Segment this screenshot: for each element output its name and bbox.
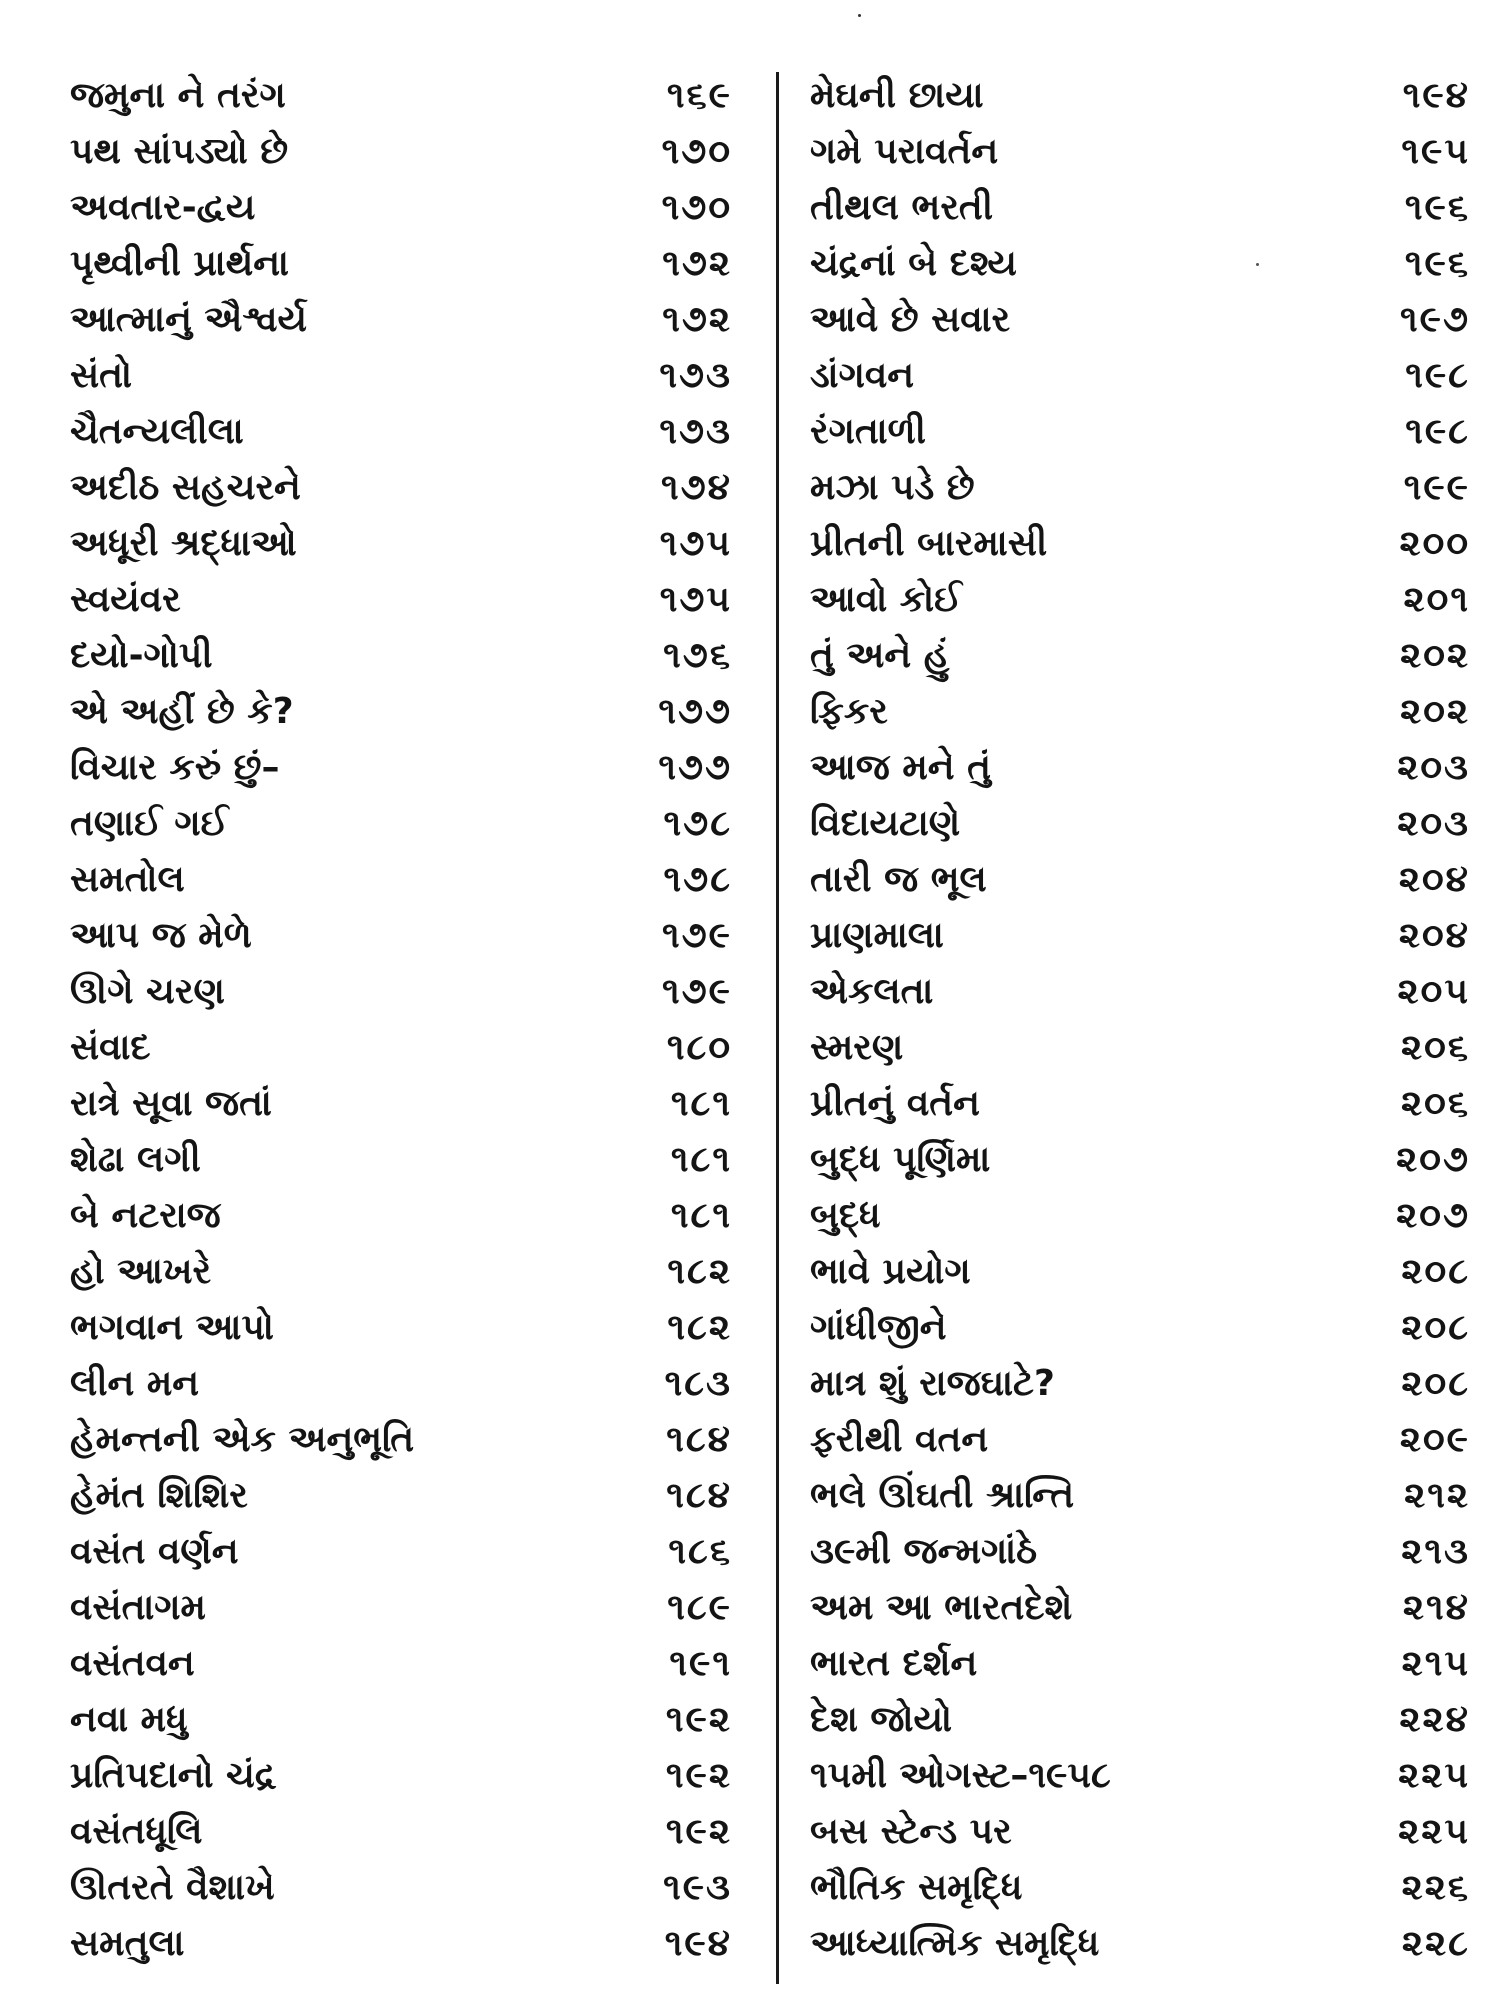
entry-title: અવતાર-દ્વય xyxy=(70,187,256,228)
toc-entry xyxy=(70,1636,730,1692)
entry-title: આજ મને તું xyxy=(810,747,992,788)
entry-page-number: ૧૮૧ xyxy=(670,1195,732,1236)
entry-page-number: ૧૯૫ xyxy=(1401,131,1470,172)
column-divider xyxy=(776,72,779,1984)
entry-title: ૧૫મી ઓગસ્ટ–૧૯૫૮ xyxy=(810,1755,1111,1796)
entry-title: વસંત વર્ણન xyxy=(70,1531,239,1572)
entry-title: મઝા પડે છે xyxy=(810,467,975,508)
entry-title: આવો કોઈ xyxy=(810,579,962,620)
toc-entry xyxy=(70,1524,730,1580)
toc-entry xyxy=(70,1412,730,1468)
entry-title: હો આખરે xyxy=(70,1251,212,1292)
toc-entry xyxy=(70,1692,730,1748)
entry-page-number: ૨૦૩ xyxy=(1397,803,1470,844)
toc-entry xyxy=(810,1580,1470,1636)
entry-title: આવે છે સવાર xyxy=(810,299,1011,340)
entry-title: પ્રતિપદાનો ચંદ્ર xyxy=(70,1755,277,1796)
toc-entry xyxy=(810,236,1470,292)
entry-page-number: ૨૦૧ xyxy=(1403,579,1470,620)
entry-page-number: ૧૭૫ xyxy=(659,579,732,620)
entry-page-number: ૧૯૭ xyxy=(1400,299,1470,340)
entry-page-number: ૧૯૨ xyxy=(665,1699,732,1740)
entry-title: ઊગે ચરણ xyxy=(70,971,225,1012)
entry-page-number: ૧૯૧ xyxy=(669,1643,732,1684)
toc-entry xyxy=(70,1580,730,1636)
toc-entry xyxy=(70,68,730,124)
toc-entry xyxy=(70,1356,730,1412)
toc-entry xyxy=(70,1188,730,1244)
entry-page-number: ૧૭૬ xyxy=(663,635,732,676)
entry-page-number: ૧૮૪ xyxy=(666,1475,732,1516)
entry-page-number: ૧૭૩ xyxy=(659,411,732,452)
entry-title: લીન મન xyxy=(70,1363,200,1404)
toc-entry xyxy=(70,460,730,516)
entry-page-number: ૧૭૭ xyxy=(658,747,732,788)
entry-title: નવા મધુ xyxy=(70,1699,188,1740)
entry-page-number: ૨૧૩ xyxy=(1401,1531,1470,1572)
entry-title: અધૂરી શ્રદ્ધાઓ xyxy=(70,523,297,564)
toc-entry xyxy=(70,292,730,348)
entry-page-number: ૧૭૯ xyxy=(662,915,732,956)
entry-page-number: ૨૦૭ xyxy=(1396,1195,1470,1236)
toc-entry xyxy=(810,1860,1470,1916)
entry-title: સ્વયંવર xyxy=(70,579,181,620)
entry-page-number: ૨૨૫ xyxy=(1398,1811,1470,1852)
entry-page-number: ૨૨૪ xyxy=(1399,1699,1470,1740)
toc-entry xyxy=(810,460,1470,516)
toc-entry xyxy=(810,852,1470,908)
entry-title: ફિકર xyxy=(810,691,888,732)
entry-title: તણાઈ ગઈ xyxy=(70,803,229,844)
entry-page-number: ૧૮૧ xyxy=(670,1083,732,1124)
toc-entry xyxy=(810,1244,1470,1300)
entry-page-number: ૧૯૯ xyxy=(1403,467,1470,508)
entry-title: બે નટરાજ xyxy=(70,1195,221,1236)
toc-entry xyxy=(70,908,730,964)
entry-page-number: ૧૬૯ xyxy=(666,75,732,116)
entry-page-number: ૧૭૫ xyxy=(659,523,732,564)
toc-entry xyxy=(70,1916,730,1972)
toc-entry xyxy=(810,628,1470,684)
toc-entry xyxy=(70,684,730,740)
entry-page-number: ૨૨૮ xyxy=(1401,1923,1470,1964)
toc-entry xyxy=(70,1020,730,1076)
print-speck xyxy=(858,14,861,17)
toc-entry xyxy=(810,1468,1470,1524)
toc-entry xyxy=(70,572,730,628)
entry-page-number: ૨૦૬ xyxy=(1401,1083,1470,1124)
entry-title: હેમન્તની એક અનુભૂતિ xyxy=(70,1419,415,1460)
entry-page-number: ૧૯૪ xyxy=(664,1923,732,1964)
toc-entry xyxy=(810,1524,1470,1580)
entry-page-number: ૧૭૯ xyxy=(662,971,732,1012)
toc-entry xyxy=(810,180,1470,236)
toc-entry xyxy=(810,684,1470,740)
entry-title: ભાવે પ્રયોગ xyxy=(810,1251,971,1292)
entry-page-number: ૧૮૬ xyxy=(668,1531,732,1572)
toc-entry xyxy=(810,404,1470,460)
entry-page-number: ૧૭૨ xyxy=(662,299,732,340)
entry-page-number: ૧૭૨ xyxy=(662,243,732,284)
entry-page-number: ૧૮૯ xyxy=(667,1587,732,1628)
toc-entry xyxy=(810,292,1470,348)
toc-entry xyxy=(70,236,730,292)
entry-title: ૩૯મી જન્મગાંઠે xyxy=(810,1531,1038,1572)
entry-page-number: ૧૯૬ xyxy=(1404,243,1470,284)
entry-title: માત્ર શું રાજઘાટે? xyxy=(810,1363,1055,1404)
toc-entry xyxy=(810,796,1470,852)
toc-entry xyxy=(70,1468,730,1524)
entry-page-number: ૧૯૮ xyxy=(1405,355,1470,396)
entry-title: આત્માનું ઐશ્વર્ય xyxy=(70,299,307,340)
entry-title: બુદ્ધ પૂર્ણિમા xyxy=(810,1139,991,1180)
entry-title: પથ સાંપડ્યો છે xyxy=(70,131,289,172)
entry-page-number: ૨૦૮ xyxy=(1401,1251,1470,1292)
entry-title: દેશ જોયો xyxy=(810,1699,952,1740)
toc-entry xyxy=(70,348,730,404)
entry-page-number: ૨૦૮ xyxy=(1401,1307,1470,1348)
entry-title: સમતોલ xyxy=(70,859,185,900)
toc-entry xyxy=(810,1412,1470,1468)
entry-title: જમુના ને તરંગ xyxy=(70,75,286,116)
entry-page-number: ૧૯૪ xyxy=(1402,75,1470,116)
entry-page-number: ૨૦૮ xyxy=(1401,1363,1470,1404)
toc-entry xyxy=(810,1636,1470,1692)
toc-entry xyxy=(70,180,730,236)
entry-title: ઊતરતે વૈશાખે xyxy=(70,1867,275,1908)
entry-title: શેઢા લગી xyxy=(70,1139,201,1180)
toc-entry xyxy=(70,1132,730,1188)
entry-title: વિદાયટાણે xyxy=(810,803,961,844)
entry-page-number: ૨૦૩ xyxy=(1397,747,1470,788)
entry-title: વસંતધૂલિ xyxy=(70,1811,203,1852)
toc-entry xyxy=(70,964,730,1020)
contents-right-column xyxy=(810,68,1470,1972)
entry-page-number: ૨૧૫ xyxy=(1401,1643,1470,1684)
entry-title: અમ આ ભારતદેશે xyxy=(810,1587,1073,1628)
entry-page-number: ૧૭૮ xyxy=(663,803,732,844)
entry-page-number: ૨૦૬ xyxy=(1401,1027,1470,1068)
entry-title: તું અને હું xyxy=(810,635,950,676)
entry-page-number: ૧૮૧ xyxy=(670,1139,732,1180)
toc-entry xyxy=(70,404,730,460)
entry-page-number: ૧૮૪ xyxy=(666,1419,732,1460)
entry-title: હેમંત શિશિર xyxy=(70,1475,248,1516)
entry-page-number: ૨૨૬ xyxy=(1401,1867,1470,1908)
entry-page-number: ૧૮૨ xyxy=(667,1307,732,1348)
entry-page-number: ૧૮૦ xyxy=(666,1027,732,1068)
entry-title: મેઘની છાયા xyxy=(810,75,984,116)
entry-page-number: ૨૦૨ xyxy=(1400,691,1470,732)
entry-page-number: ૧૭૦ xyxy=(661,131,732,172)
entry-page-number: ૧૯૨ xyxy=(665,1755,732,1796)
entry-page-number: ૨૦૭ xyxy=(1396,1139,1470,1180)
entry-title: સંતો xyxy=(70,355,133,396)
entry-title: પ્રીતની બારમાસી xyxy=(810,523,1048,564)
entry-page-number: ૧૮૩ xyxy=(664,1363,732,1404)
entry-page-number: ૨૨૫ xyxy=(1398,1755,1470,1796)
entry-page-number: ૨૦૪ xyxy=(1398,859,1470,900)
entry-page-number: ૧૭૭ xyxy=(658,691,732,732)
toc-entry xyxy=(70,1804,730,1860)
entry-page-number: ૧૯૬ xyxy=(1404,187,1470,228)
entry-page-number: ૧૯૮ xyxy=(1405,411,1470,452)
toc-entry xyxy=(810,1692,1470,1748)
toc-entry xyxy=(810,68,1470,124)
toc-entry xyxy=(810,964,1470,1020)
entry-title: પૃથ્વીની પ્રાર્થના xyxy=(70,243,289,284)
entry-title: સ્મરણ xyxy=(810,1027,904,1068)
toc-entry xyxy=(810,1356,1470,1412)
entry-title: દયો-ગોપી xyxy=(70,635,213,676)
toc-entry xyxy=(810,1132,1470,1188)
toc-entry xyxy=(810,124,1470,180)
entry-title: બસ સ્ટેન્ડ પર xyxy=(810,1811,1012,1852)
toc-entry xyxy=(810,740,1470,796)
toc-entry xyxy=(810,348,1470,404)
entry-page-number: ૨૦૨ xyxy=(1400,635,1470,676)
entry-title: ભારત દર્શન xyxy=(810,1643,978,1684)
toc-entry xyxy=(70,516,730,572)
entry-title: વિચાર કરું છું– xyxy=(70,747,280,788)
entry-title: રાત્રે સૂવા જતાં xyxy=(70,1083,272,1124)
entry-title: ચૈતન્યલીલા xyxy=(70,411,244,452)
entry-title: ભગવાન આપો xyxy=(70,1307,274,1348)
entry-page-number: ૧૭૮ xyxy=(663,859,732,900)
entry-title: ગાંધીજીને xyxy=(810,1307,947,1348)
entry-page-number: ૨૦૦ xyxy=(1399,523,1470,564)
entry-title: ડાંગવન xyxy=(810,355,915,396)
entry-page-number: ૧૭૦ xyxy=(661,187,732,228)
entry-title: એ અહીં છે કે? xyxy=(70,691,294,732)
entry-page-number: ૧૯૩ xyxy=(663,1867,732,1908)
toc-entry xyxy=(70,1748,730,1804)
entry-title: ફરીથી વતન xyxy=(810,1419,989,1460)
entry-title: ભૌતિક સમૃદ્ધિ xyxy=(810,1867,1023,1908)
toc-entry xyxy=(810,516,1470,572)
toc-entry xyxy=(810,1020,1470,1076)
entry-title: વસંતાગમ xyxy=(70,1587,206,1628)
entry-title: ગમે પરાવર્તન xyxy=(810,131,999,172)
toc-entry xyxy=(70,1244,730,1300)
toc-entry xyxy=(70,796,730,852)
toc-entry xyxy=(70,1300,730,1356)
entry-page-number: ૨૦૫ xyxy=(1397,971,1470,1012)
toc-entry xyxy=(70,124,730,180)
entry-page-number: ૨૦૯ xyxy=(1399,1419,1470,1460)
entry-title: ભલે ઊંઘતી શ્રાન્તિ xyxy=(810,1475,1075,1516)
entry-title: આધ્યાત્મિક સમૃદ્ધિ xyxy=(810,1923,1100,1964)
toc-entry xyxy=(810,908,1470,964)
entry-title: બુદ્ધ xyxy=(810,1195,881,1236)
entry-title: પ્રીતનું વર્તન xyxy=(810,1083,980,1124)
entry-title: એકલતા xyxy=(810,971,934,1012)
toc-entry xyxy=(70,1076,730,1132)
toc-entry xyxy=(810,1916,1470,1972)
toc-entry xyxy=(810,1076,1470,1132)
entry-title: ચંદ્રનાં બે દશ્ય xyxy=(810,243,1017,284)
entry-page-number: ૧૭૩ xyxy=(659,355,732,396)
entry-title: સમતુલા xyxy=(70,1923,185,1964)
toc-entry xyxy=(70,740,730,796)
contents-left-column xyxy=(70,68,730,1972)
entry-title: આપ જ મેળે xyxy=(70,915,252,956)
entry-title: અદીઠ સહચરને xyxy=(70,467,301,508)
entry-title: તારી જ ભૂલ xyxy=(810,859,987,900)
entry-title: વસંતવન xyxy=(70,1643,195,1684)
entry-page-number: ૧૮૨ xyxy=(667,1251,732,1292)
entry-page-number: ૧૭૪ xyxy=(661,467,732,508)
toc-entry xyxy=(810,1300,1470,1356)
entry-title: સંવાદ xyxy=(70,1027,151,1068)
entry-page-number: ૨૦૪ xyxy=(1398,915,1470,956)
entry-title: રંગતાળી xyxy=(810,411,926,452)
toc-entry xyxy=(810,572,1470,628)
toc-entry xyxy=(810,1188,1470,1244)
toc-entry xyxy=(810,1748,1470,1804)
entry-title: પ્રાણમાલા xyxy=(810,915,944,956)
entry-page-number: ૧૯૨ xyxy=(665,1811,732,1852)
toc-entry xyxy=(70,852,730,908)
toc-entry xyxy=(70,628,730,684)
toc-entry xyxy=(810,1804,1470,1860)
entry-page-number: ૨૧૨ xyxy=(1404,1475,1470,1516)
entry-title: તીથલ ભરતી xyxy=(810,187,994,228)
toc-entry xyxy=(70,1860,730,1916)
entry-page-number: ૨૧૪ xyxy=(1402,1587,1470,1628)
